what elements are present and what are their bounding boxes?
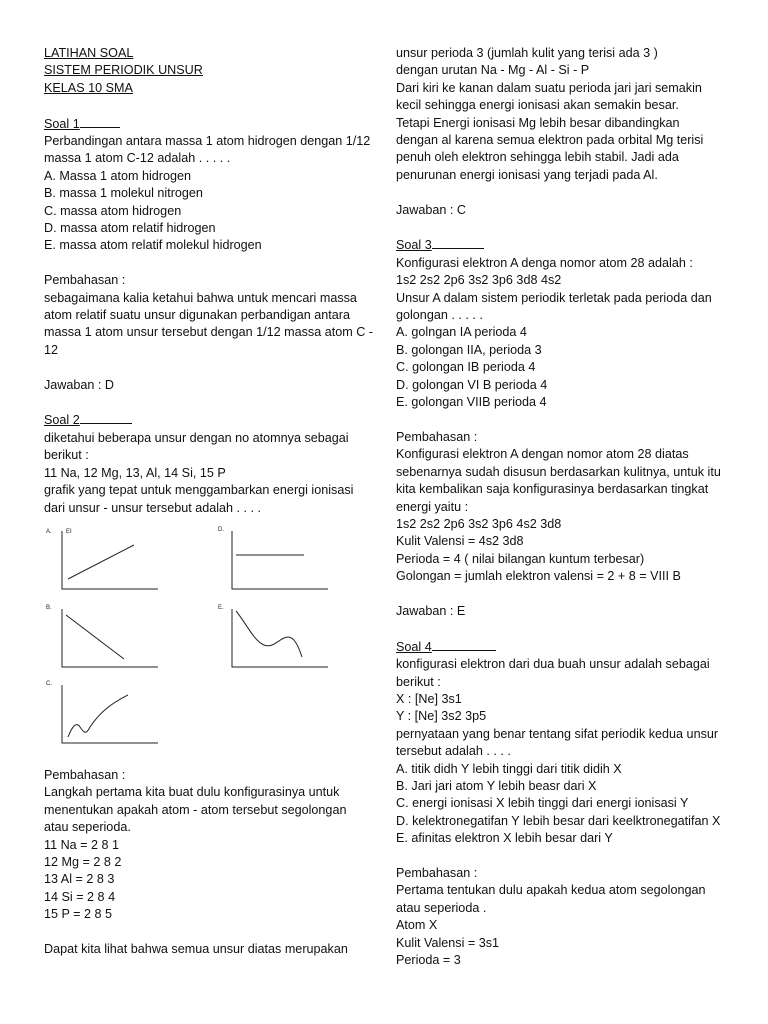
doc-subtitle: SISTEM PERIODIK UNSUR xyxy=(44,63,203,78)
soal1-pembahasan-line: sebagaimana kalia ketahui bahwa untuk mencari massa xyxy=(44,290,357,305)
soal3-question-line: golongan . . . . . xyxy=(396,308,483,323)
graph-c-plot xyxy=(46,681,166,747)
graph-e-plot xyxy=(216,605,336,671)
soal4-option: C. energi ionisasi X lebih tinggi dari energi ionisasi Y xyxy=(396,796,689,811)
soal4-pembahasan-line: atau seperioda . xyxy=(396,900,487,915)
soal1-option: C. massa atom hidrogen xyxy=(44,203,182,218)
soal3-question-line: Konfigurasi elektron A denga nomor atom 28 adalah : xyxy=(396,255,693,270)
soal1-question-line: massa 1 atom C-12 adalah . . . . . xyxy=(44,151,231,166)
doc-class: KELAS 10 SMA xyxy=(44,80,133,95)
soal2-pembahasan-line: Langkah pertama kita buat dulu konfigurasinya untuk xyxy=(44,785,340,800)
soal2-question-line: 11 Na, 12 Mg, 13, Al, 14 Si, 15 P xyxy=(44,465,226,480)
soal4-heading: Soal 4 xyxy=(396,638,736,656)
soal2-graph-options xyxy=(44,521,380,761)
graph-c-letter: C. xyxy=(46,680,52,687)
graph-a-letter: A. xyxy=(46,528,52,535)
soal3-question-line: Unsur A dalam sistem periodik terletak pada perioda dan xyxy=(396,290,712,305)
soal3-pembahasan-line: Perioda = 4 ( nilai bilangan kuntum terbesar) xyxy=(396,551,645,566)
soal3-pembahasan-title: Pembahasan : xyxy=(396,429,478,444)
soal2-question-line: diketahui beberapa unsur dengan no atomnya sebagai xyxy=(44,430,349,445)
soal2-pembahasan-line: penuh oleh elektron sehingga lebih stabil. Jadi ada xyxy=(396,150,679,165)
doc-title: LATIHAN SOAL xyxy=(44,46,134,60)
soal3-question-line: 1s2 2s2 2p6 3s2 3p6 3d8 4s2 xyxy=(396,273,562,288)
soal3-heading: Soal 3 xyxy=(396,236,736,254)
graph-option-b xyxy=(46,605,166,671)
soal3-pembahasan-line: sebenarnya sudah disusun berdasarkan kulitnya, untuk itu xyxy=(396,464,721,479)
soal3-option: E. golongan VIIB perioda 4 xyxy=(396,395,547,410)
soal2-pembahasan-line: kecil sehingga energi ionisasi akan semakin besar. xyxy=(396,98,679,113)
graph-d-letter: D. xyxy=(218,526,224,533)
soal2-pembahasan-line: atau seperioda. xyxy=(44,820,131,835)
soal2-pembahasan-continued: Dapat kita lihat bahwa semua unsur diatas merupakan xyxy=(44,941,348,956)
soal1-option: B. massa 1 molekul nitrogen xyxy=(44,186,203,201)
soal2-pembahasan-line: Tetapi Energi ionisasi Mg lebih besar dibandingkan xyxy=(396,115,680,130)
soal1-option: E. massa atom relatif molekul hidrogen xyxy=(44,238,262,253)
soal4-pembahasan-line: Pertama tentukan dulu apakah kedua atom segolongan xyxy=(396,883,706,898)
right-column xyxy=(396,45,736,969)
soal4-option: B. Jari jari atom Y lebih beasr dari X xyxy=(396,778,597,793)
soal2-question-line: berikut : xyxy=(44,448,89,463)
soal1-heading: Soal 1 xyxy=(44,115,380,133)
soal2-config-line: 11 Na = 2 8 1 xyxy=(44,837,120,852)
soal2-answer: Jawaban : C xyxy=(396,202,467,217)
soal3-option: A. golngan IA perioda 4 xyxy=(396,325,527,340)
soal1-pembahasan-line: atom relatif suatu unsur digunakan perbandigan antara xyxy=(44,308,350,323)
soal4-question-line: X : [Ne] 3s1 xyxy=(396,691,462,706)
soal3-option: D. golongan VI B perioda 4 xyxy=(396,377,548,392)
soal2-question-line: grafik yang tepat untuk menggambarkan energi ionisasi xyxy=(44,483,354,498)
soal4-question-line: pernyataan yang benar tentang sifat periodik kedua unsur xyxy=(396,726,719,741)
soal3-pembahasan-line: energi yaitu : xyxy=(396,499,469,514)
graph-b-letter: B. xyxy=(46,604,52,611)
soal1-pembahasan-line: 12 xyxy=(44,342,59,357)
soal4-pembahasan-line: Perioda = 3 xyxy=(396,953,461,968)
soal1-option: D. massa atom relatif hidrogen xyxy=(44,221,216,236)
soal1-pembahasan-line: massa 1 atom unsur tersebut dengan 1/12 massa atom C - xyxy=(44,325,374,340)
soal4-question-line: Y : [Ne] 3s2 3p5 xyxy=(396,709,487,724)
soal2-pembahasan-title: Pembahasan : xyxy=(44,767,126,782)
soal2-pembahasan-line: unsur perioda 3 (jumlah kulit yang terisi ada 3 ) xyxy=(396,46,658,60)
soal1-question-line: Perbandingan antara massa 1 atom hidrogen dengan 1/12 xyxy=(44,134,371,149)
graph-option-a xyxy=(46,529,166,595)
graph-a-plot xyxy=(46,529,166,595)
soal3-option: C. golongan IB perioda 4 xyxy=(396,360,536,375)
graph-d-plot xyxy=(216,527,336,593)
soal4-option: D. kelektronegatifan Y lebih besar dari keelktronegatifan X xyxy=(396,813,721,828)
soal4-option: E. afinitas elektron X lebih besar dari Y xyxy=(396,831,613,846)
graph-a-axis-label: EI xyxy=(66,528,72,535)
soal2-heading: Soal 2 xyxy=(44,411,380,429)
soal2-config-line: 13 Al = 2 8 3 xyxy=(44,872,115,887)
soal3-pembahasan-line: kita kembalikan saja konfigurasinya berdasarkan tingkat xyxy=(396,482,709,497)
soal2-pembahasan-line: dengan al karena semua elektron pada orbital Mg terisi xyxy=(396,133,704,148)
soal4-option: A. titik didh Y lebih tinggi dari titik didih X xyxy=(396,761,622,776)
soal1-option: A. Massa 1 atom hidrogen xyxy=(44,168,192,183)
soal4-pembahasan-title: Pembahasan : xyxy=(396,866,478,880)
soal4-question-line: tersebut adalah . . . . xyxy=(396,744,511,759)
graph-b-plot xyxy=(46,605,166,671)
soal2-config-line: 14 Si = 2 8 4 xyxy=(44,889,116,904)
soal1-answer: Jawaban : D xyxy=(44,377,115,392)
soal3-pembahasan-line: Golongan = jumlah elektron valensi = 2 + 8 = VIII B xyxy=(396,569,681,584)
soal2-pembahasan-line: dengan urutan Na - Mg - Al - Si - P xyxy=(396,63,590,78)
soal2-config-line: 12 Mg = 2 8 2 xyxy=(44,854,122,869)
left-column xyxy=(44,45,380,958)
soal3-option: B. golongan IIA, perioda 3 xyxy=(396,342,542,357)
soal1-pembahasan-title: Pembahasan : xyxy=(44,273,126,288)
soal2-question-line: dari unsur - unsur tersebut adalah . . . . xyxy=(44,500,262,515)
graph-e-letter: E. xyxy=(218,604,224,611)
soal2-config-line: 15 P = 2 8 5 xyxy=(44,907,113,922)
soal2-pembahasan-line: menentukan apakah atom - atom tersebut segolongan xyxy=(44,802,347,817)
soal3-answer: Jawaban : E xyxy=(396,603,466,618)
graph-option-d xyxy=(216,527,336,593)
graph-option-c xyxy=(46,681,166,747)
soal4-pembahasan-line: Atom X xyxy=(396,918,438,933)
soal2-pembahasan-line: penurunan energi ionisasi yang terjadi pada Al. xyxy=(396,167,658,182)
soal4-question-line: berikut : xyxy=(396,674,441,689)
soal3-pembahasan-line: 1s2 2s2 2p6 3s2 3p6 4s2 3d8 xyxy=(396,516,562,531)
soal2-pembahasan-line: Dari kiri ke kanan dalam suatu perioda jari jari semakin xyxy=(396,80,702,95)
soal3-pembahasan-line: Konfigurasi elektron A dengan nomor atom 28 diatas xyxy=(396,447,689,462)
soal4-question-line: konfigurasi elektron dari dua buah unsur adalah sebagai xyxy=(396,657,710,672)
graph-option-e xyxy=(216,605,336,671)
soal3-pembahasan-line: Kulit Valensi = 4s2 3d8 xyxy=(396,534,524,549)
soal4-pembahasan-line: Kulit Valensi = 3s1 xyxy=(396,935,500,950)
